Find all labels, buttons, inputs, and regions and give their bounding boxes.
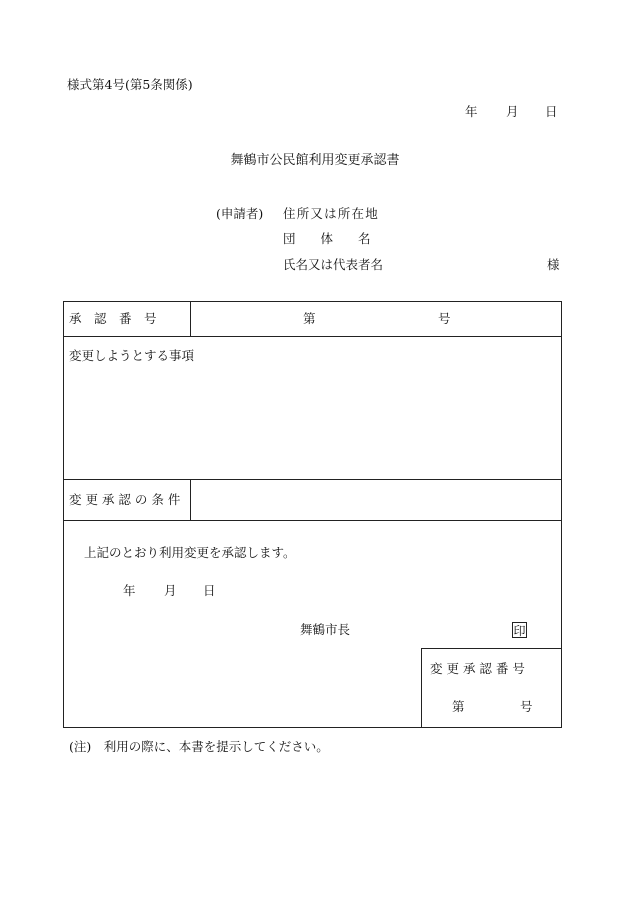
representative-name-label: 氏名又は代表者名 bbox=[283, 257, 384, 272]
change-approval-number-label: 変 更 承 認 番 号 bbox=[430, 661, 525, 676]
col-divider-1 bbox=[190, 301, 191, 336]
honorific: 様 bbox=[547, 257, 560, 272]
form-number: 様式第4号(第5条関係) bbox=[67, 77, 193, 92]
approval-number-prefix: 第 bbox=[303, 311, 316, 326]
issuer-name: 舞鶴市長 bbox=[300, 622, 351, 637]
change-number-prefix: 第 bbox=[452, 699, 465, 714]
applicant-label: (申請者) bbox=[216, 206, 264, 221]
approval-statement: 上記のとおり利用変更を承認します。 bbox=[84, 545, 296, 560]
sub-box-left bbox=[421, 648, 422, 728]
usage-note: (注) 利用の際に、本書を提示してください。 bbox=[69, 739, 329, 754]
approval-date-month: 月 bbox=[164, 583, 177, 598]
sub-box-top bbox=[421, 648, 562, 649]
document-title: 舞鶴市公民館利用変更承認書 bbox=[230, 153, 400, 168]
approval-date-year: 年 bbox=[123, 583, 136, 598]
seal-mark: 印 bbox=[513, 624, 526, 638]
change-number-suffix: 号 bbox=[520, 699, 533, 714]
address-label: 住所又は所在地 bbox=[283, 206, 379, 221]
group-name-label: 団 体 名 bbox=[283, 231, 371, 246]
row-divider-1 bbox=[63, 336, 562, 337]
conditions-label: 変 更 承 認 の 条 件 bbox=[69, 492, 181, 507]
col-divider-2 bbox=[190, 479, 191, 520]
change-items-label: 変更しようとする事項 bbox=[69, 348, 195, 363]
date-day-label: 日 bbox=[545, 104, 558, 119]
approval-date-day: 日 bbox=[203, 583, 216, 598]
date-year-label: 年 bbox=[465, 104, 478, 119]
approval-number-label: 承 認 番 号 bbox=[69, 311, 157, 326]
approval-number-suffix: 号 bbox=[438, 311, 451, 326]
row-divider-3 bbox=[63, 520, 562, 521]
date-month-label: 月 bbox=[506, 104, 519, 119]
row-divider-2 bbox=[63, 479, 562, 480]
